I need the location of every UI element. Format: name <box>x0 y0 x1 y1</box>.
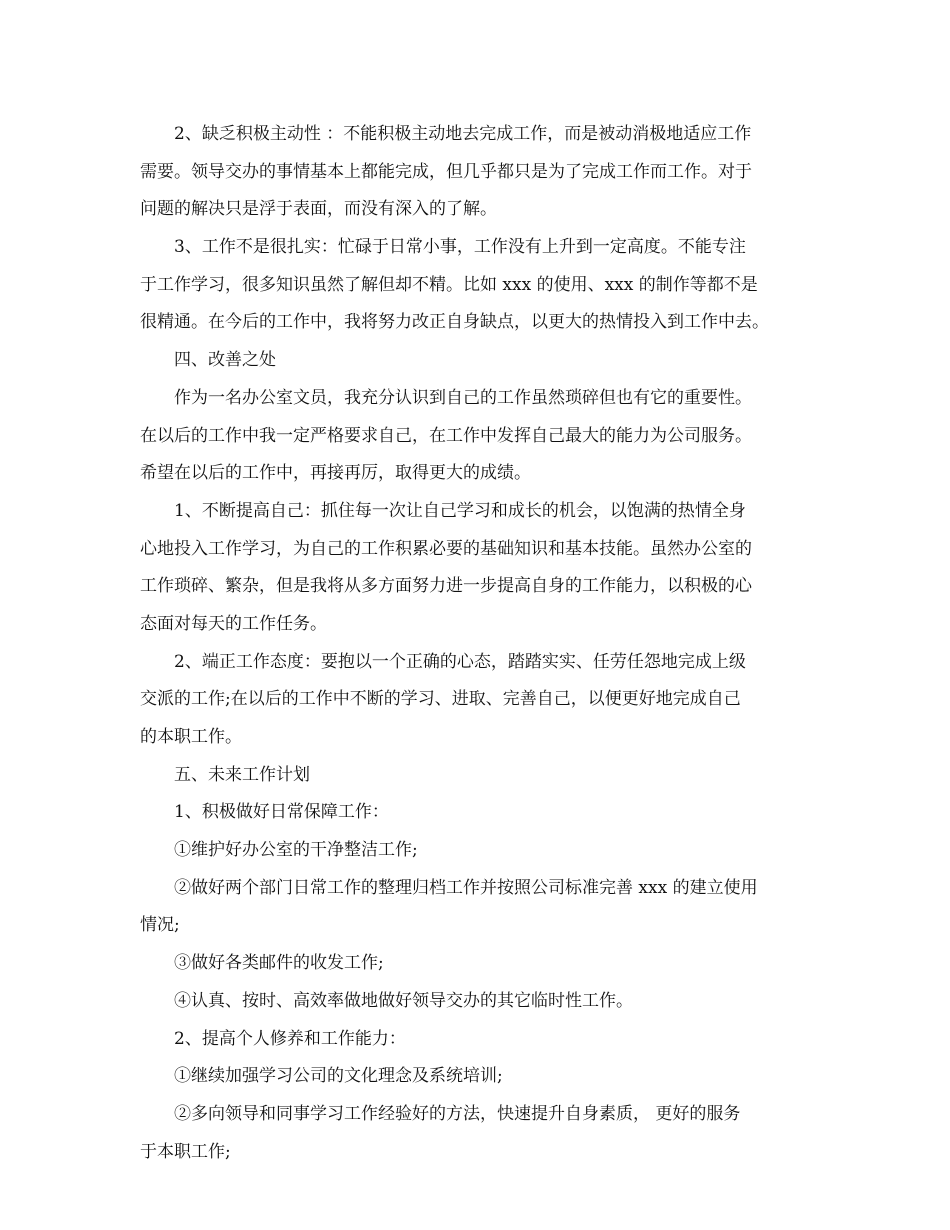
section-heading: 四、改善之处 <box>174 350 276 371</box>
paragraph-line: 2、端正工作态度：要抱以一个正确的心态，踏踏实实、任劳任怨地完成上级 <box>174 651 746 672</box>
paragraph-line: 在以后的工作中我一定严格要求自己，在工作中发挥自己最大的能力为公司服务。 <box>140 425 752 446</box>
paragraph-line: 需要。领导交办的事情基本上都能完成，但几乎都只是为了完成工作而工作。对于 <box>140 161 752 182</box>
list-item: ①维护好办公室的干净整洁工作; <box>174 840 418 861</box>
section-heading: 五、未来工作计划 <box>174 764 310 785</box>
paragraph-line: 心地投入工作学习，为自己的工作积累必要的基础知识和基本技能。虽然办公室的 <box>140 538 752 559</box>
paragraph-line: 于工作学习，很多知识虽然了解但却不精。比如 xxx 的使用、xxx 的制作等都不是 <box>140 274 758 295</box>
paragraph-line: 工作琐碎、繁杂，但是我将从多方面努力进一步提高自身的工作能力，以积极的心 <box>140 576 752 597</box>
paragraph-line: 很精通。在今后的工作中，我将努力改正自身缺点，以更大的热情投入到工作中去。 <box>140 312 769 333</box>
list-item: ④认真、按时、高效率做地做好领导交办的其它临时性工作。 <box>174 990 633 1011</box>
list-item: ①继续加强学习公司的文化理念及系统培训; <box>174 1066 503 1087</box>
paragraph-line: 问题的解决只是浮于表面，而没有深入的了解。 <box>140 199 497 220</box>
list-heading: 2、提高个人修养和工作能力： <box>174 1028 406 1049</box>
list-heading: 1、积极做好日常保障工作： <box>174 802 389 823</box>
list-item-continuation: 情况; <box>140 915 180 936</box>
paragraph-line: 交派的工作;在以后的工作中不断的学习、进取、完善自己，以便更好地完成自己 <box>140 689 741 710</box>
paragraph-line: 作为一名办公室文员，我充分认识到自己的工作虽然琐碎但也有它的重要性。 <box>174 387 752 408</box>
list-item: ②做好两个部门日常工作的整理归档工作并按照公司标准完善 xxx 的建立使用 <box>174 877 758 898</box>
paragraph-line: 1、不断提高自己：抓住每一次让自己学习和成长的机会，以饱满的热情全身 <box>174 500 746 521</box>
document-body <box>140 116 820 1171</box>
paragraph-line: 的本职工作。 <box>140 727 242 747</box>
list-item: ③做好各类邮件的收发工作; <box>174 953 384 974</box>
list-item: ②多向领导和同事学习工作经验好的方法，快速提升自身素质， 更好的服务 <box>174 1103 741 1124</box>
paragraph-line: 希望在以后的工作中，再接再厉，取得更大的成绩。 <box>140 463 531 484</box>
list-item-continuation: 于本职工作; <box>140 1141 231 1162</box>
paragraph-line: 态面对每天的工作任务。 <box>140 613 327 634</box>
paragraph-line: 2、缺乏积极主动性 ：不能积极主动地去完成工作，而是被动消极地适应工作 <box>174 124 752 144</box>
paragraph-line: 3、工作不是很扎实：忙碌于日常小事，工作没有上升到一定高度。不能专注 <box>174 237 746 258</box>
